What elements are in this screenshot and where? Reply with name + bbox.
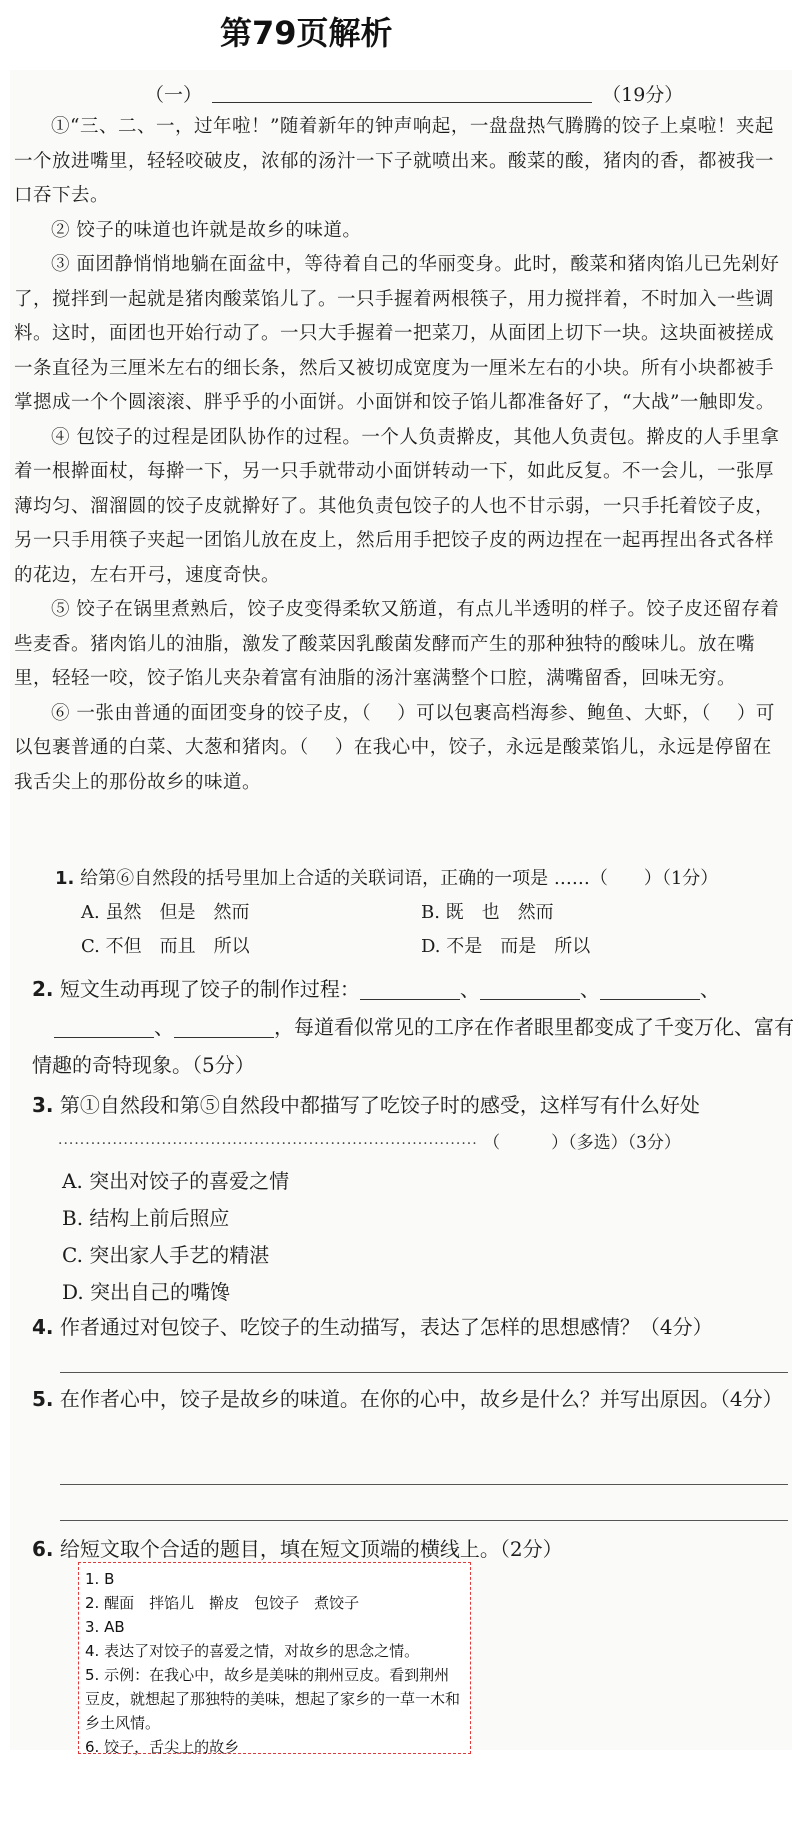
- paragraph-1: ①“三、二、一，过年啦！”随着新年的钟声响起，一盘盘热气腾腾的饺子上桌啦！夹起一个放进嘴里，轻轻咬破皮，浓郁的汤汁一下子就喷出来。酸菜的酸，猪肉的香，都被我一口吞下去。: [14, 116, 775, 206]
- q1-option-c: C. 不但 而且 所以: [81, 936, 250, 957]
- question-1: [55, 862, 775, 964]
- answer-blank[interactable]: [600, 977, 700, 1000]
- question-3: [32, 1086, 794, 1311]
- answer-1: 1. B: [85, 1570, 115, 1588]
- paragraph-5: ⑤ 饺子在锅里煮熟后，饺子皮变得柔软又筋道，有点儿半透明的样子。饺子皮还留存着些麦香。猪肉馅儿的油脂，激发了酸菜因乳酸菌发酵而产生的那种独特的酸味儿。放在嘴里，轻轻一咬，饺子馅儿夹杂着富有油脂的汤汁塞满整个口腔，满嘴留香，回味无穷。: [14, 599, 780, 689]
- q5-number: 5.: [32, 1387, 54, 1411]
- page-title: 第79页解析: [220, 14, 393, 52]
- answer-key-box: [78, 1562, 471, 1754]
- para6-part-b: ）可以包裹高档海参、鲍鱼、大虾，（: [397, 702, 711, 724]
- section-label: （一）: [145, 84, 203, 106]
- q3-option-c: C. 突出家人手艺的精湛: [62, 1243, 270, 1267]
- q2-text-a: 短文生动再现了饺子的制作过程：: [59, 977, 360, 1001]
- q3-option-d: D. 突出自己的嘴馋: [62, 1280, 231, 1304]
- title-blank-line: [212, 84, 592, 103]
- passage: [14, 110, 780, 800]
- answer-line[interactable]: [60, 1520, 788, 1521]
- q6-text: 给短文取个合适的题目，填在短文顶端的横线上。（2分）: [59, 1537, 563, 1561]
- question-4: [32, 1308, 794, 1346]
- paragraph-2: ② 饺子的味道也许就是故乡的味道。: [51, 219, 362, 241]
- answer-blank[interactable]: [54, 1015, 154, 1038]
- q2-sep: 、: [699, 977, 720, 1001]
- q2-text-b: ，每道看似常见的工序在作者眼里都变成了千变万化、富有情趣的奇特现象。（5分）: [32, 1015, 794, 1077]
- q5-text: 在作者心中，饺子是故乡的味道。在你的心中，故乡是什么？并写出原因。（4分）: [59, 1387, 783, 1411]
- answer-line[interactable]: [60, 1372, 788, 1373]
- answer-4: 4. 表达了对饺子的喜爱之情，对故乡的思念之情。: [85, 1642, 420, 1660]
- q6-number: 6.: [32, 1537, 54, 1561]
- answer-blank[interactable]: [480, 977, 580, 1000]
- paragraph-6: [14, 697, 780, 801]
- section-heading: [145, 80, 683, 107]
- q2-number: 2.: [32, 977, 54, 1001]
- q4-number: 4.: [32, 1315, 54, 1339]
- q3-option-a: A. 突出对饺子的喜爱之情: [62, 1169, 290, 1193]
- answer-5: 5. 示例：在我心中，故乡是美味的荆州豆皮。看到荆州豆皮，就想起了那独特的美味，想起了家乡的一草一木和乡土风情。: [85, 1666, 461, 1732]
- section-score: （19分）: [602, 84, 684, 106]
- question-5: [32, 1380, 794, 1418]
- para6-part-c: ）可以包裹普通的白菜、大葱和猪肉。（: [14, 702, 775, 758]
- q2-sep: 、: [154, 1015, 174, 1039]
- answer-line[interactable]: [60, 1484, 788, 1485]
- para6-part-d: ）在我心中，饺子，永远是酸菜馅儿，永远是停留在我舌尖上的那份故乡的味道。: [14, 737, 772, 793]
- q3-tail: （ ）（多选）（3分）: [483, 1133, 681, 1153]
- q4-text: 作者通过对包饺子、吃饺子的生动描写，表达了怎样的思想感情？（4分）: [59, 1315, 713, 1339]
- q1-number: 1.: [55, 868, 75, 889]
- q1-option-b: B. 既 也 然而: [421, 902, 554, 923]
- answer-6: 6. 饺子，舌尖上的故乡: [85, 1738, 240, 1756]
- paragraph-4: ④ 包饺子的过程是团队协作的过程。一个人负责擀皮，其他人负责包。擀皮的人手里拿着一根擀面杖，每擀一下，另一只手就带动小面饼转动一下，如此反复。不一会儿，一张厚薄均匀、溜溜圆的饺子皮就擀好了。其他负责包饺子的人也不甘示弱，一只手托着饺子皮，另一只手用筷子夹起一团馅儿放在皮上，然后用手把饺子皮的两边捏在一起再捏出各式各样的花边，左右开弓，速度奇快。: [14, 426, 780, 586]
- paragraph-3: ③ 面团静悄悄地躺在面盆中，等待着自己的华丽变身。此时，酸菜和猪肉馅儿已先剁好了，搅拌到一起就是猪肉酸菜馅儿了。一只手握着两根筷子，用力搅拌着，不时加入一些调料。这时，面团也开始行动了。一只大手握着一把菜刀，从面团上切下一块。这块面被搓成一条直径为三厘米左右的细长条，然后又被切成宽度为一厘米左右的小块。所有小块都被手掌摁成一个个圆滚滚、胖乎乎的小面饼。小面饼和饺子馅儿都准备好了，“大战”一触即发。: [14, 254, 780, 413]
- q2-sep: 、: [579, 977, 600, 1001]
- answer-blank[interactable]: [174, 1015, 274, 1038]
- answer-blank[interactable]: [360, 977, 460, 1000]
- q3-text: 第①自然段和第⑤自然段中都描写了吃饺子时的感受，这样写有什么好处: [59, 1093, 700, 1117]
- para6-part-a: ⑥ 一张由普通的面团变身的饺子皮，（: [51, 702, 372, 724]
- q1-text: 给第⑥自然段的括号里加上合适的关联词语，正确的一项是 ……（ ）（1分）: [80, 868, 719, 889]
- q1-option-d: D. 不是 而是 所以: [421, 936, 591, 957]
- answer-2: 2. 醒面 拌馅儿 擀皮 包饺子 煮饺子: [85, 1594, 360, 1612]
- q3-number: 3.: [32, 1093, 54, 1117]
- q3-option-b: B. 结构上前后照应: [62, 1206, 230, 1230]
- leader-dots: ·············································································: [58, 1136, 478, 1152]
- q2-sep: 、: [459, 977, 480, 1001]
- answer-3: 3. AB: [85, 1618, 125, 1636]
- question-2: [32, 970, 794, 1084]
- q1-option-a: A. 虽然 但是 然而: [81, 902, 250, 923]
